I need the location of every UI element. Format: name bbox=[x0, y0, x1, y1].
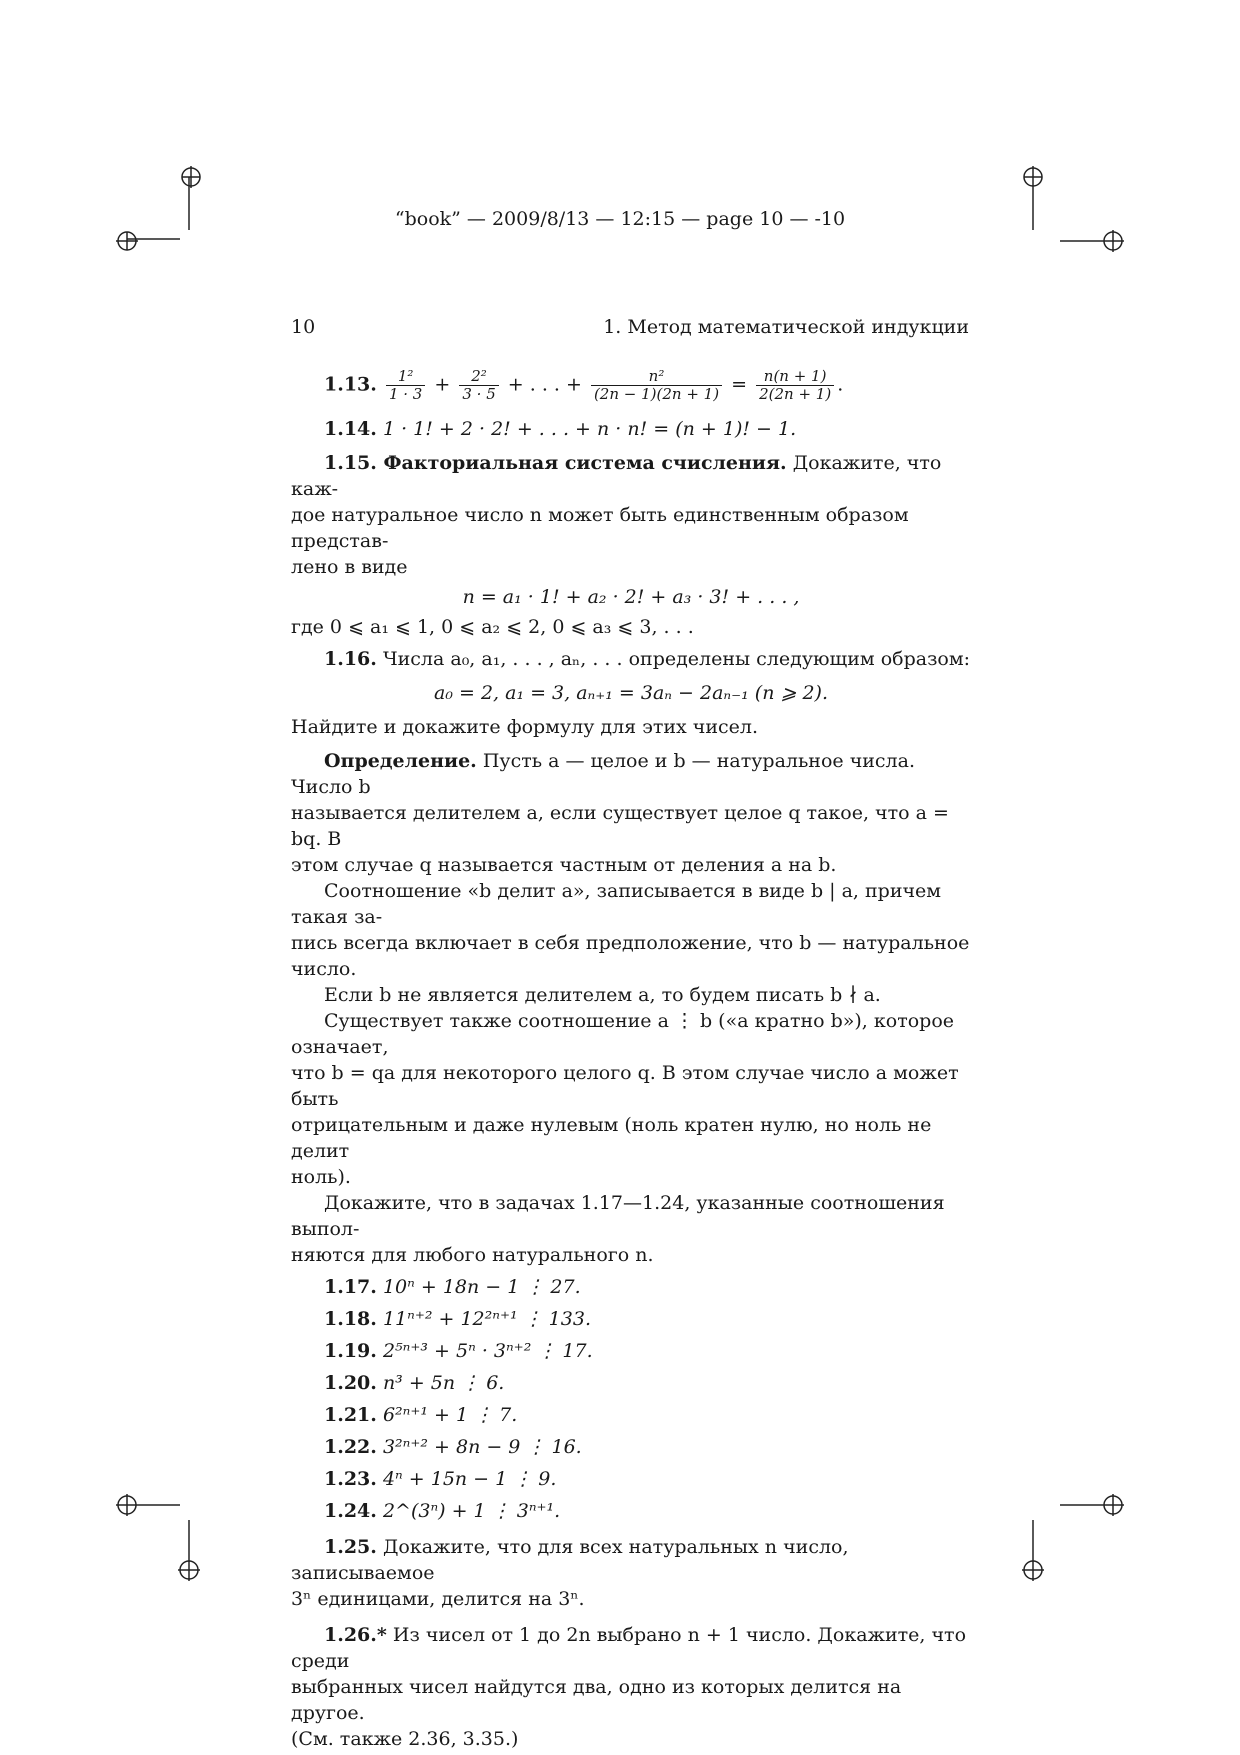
fraction: $\frac{\text{2²}}{3 \cdot 5}$ bbox=[459, 368, 498, 403]
text: 3ⁿ единицами, делится на 3ⁿ. bbox=[291, 1588, 585, 1610]
definition-label: Определение. bbox=[324, 750, 477, 772]
problem-1-16 bbox=[291, 646, 971, 740]
formula: 2^(3ⁿ) + 1 ⋮ 3ⁿ⁺¹. bbox=[382, 1500, 561, 1522]
text: Числа a₀, a₁, . . . , aₙ, . . . определены следующим образом: bbox=[382, 648, 971, 670]
text: Найдите и докажите формулу для этих чисел. bbox=[291, 716, 759, 738]
problem-label: 1.24. bbox=[324, 1500, 377, 1522]
problem-label: 1.15. Факториальная система счисления. bbox=[324, 452, 787, 474]
problem-label: 1.25. bbox=[324, 1536, 377, 1558]
crop-mark-bottom-left bbox=[110, 1495, 180, 1585]
text: отрицательным и даже нулевым (ноль кратен нулю, но ноль не делит bbox=[291, 1114, 932, 1162]
problem-1-13: 1.13. $\frac{\text{1²}}{1 \cdot 3}$ + $\frac{\text{2²}}{3 \cdot 5}$ + . . . + $\frac{\text{n²}}{(2n - 1)(2n + 1)}$ = $\frac{n(n + 1)}{2(2n + 1)}$ . bbox=[324, 367, 844, 403]
problem-label: 1.22. bbox=[324, 1436, 377, 1458]
text: этом случае q называется частным от деления a на b. bbox=[291, 854, 837, 876]
problem-list bbox=[291, 1274, 971, 1530]
problem-1-26 bbox=[291, 1622, 971, 1752]
formula: 6²ⁿ⁺¹ + 1 ⋮ 7. bbox=[382, 1404, 518, 1426]
problem-label: 1.13. bbox=[324, 373, 377, 396]
slug-line: “book” — 2009/8/13 — 12:15 — page 10 — -10 bbox=[394, 208, 846, 230]
problem-1-25 bbox=[291, 1534, 971, 1612]
text: Докажите, что для всех натуральных n число, записываемое bbox=[291, 1536, 849, 1584]
text: Докажите, что каж- bbox=[291, 452, 942, 500]
problem-label: 1.16. bbox=[324, 648, 377, 670]
text: Из чисел от 1 до 2n выбрано n + 1 число. Докажите, что среди bbox=[291, 1624, 967, 1672]
text: выбранных чисел найдутся два, одно из которых делится на другое. bbox=[291, 1676, 902, 1724]
formula: 3²ⁿ⁺² + 8n − 9 ⋮ 16. bbox=[382, 1436, 582, 1458]
list-item bbox=[324, 1466, 971, 1498]
problem-label: 1.21. bbox=[324, 1404, 377, 1426]
text: пись всегда включает в себя предположение, что b — натуральное число. bbox=[291, 932, 970, 980]
formula: 4ⁿ + 15n − 1 ⋮ 9. bbox=[382, 1468, 557, 1490]
formula: 2⁵ⁿ⁺³ + 5ⁿ · 3ⁿ⁺² ⋮ 17. bbox=[382, 1340, 593, 1362]
text: Соотношение «b делит a», записывается в виде b | a, причем такая за- bbox=[291, 880, 942, 928]
formula: 1 · 1! + 2 · 2! + . . . + n · n! = (n + 1)! − 1. bbox=[382, 418, 797, 440]
list-item bbox=[324, 1498, 971, 1530]
text: Если b не является делителем a, то будем писать b ∤ a. bbox=[324, 984, 881, 1006]
problem-label: 1.18. bbox=[324, 1308, 377, 1330]
text: лено в виде bbox=[291, 556, 408, 578]
text: что b = qa для некоторого целого q. В этом случае число a может быть bbox=[291, 1062, 959, 1110]
problem-label: 1.19. bbox=[324, 1340, 377, 1362]
fraction: $\frac{n(n + 1)}{2(2n + 1)}$ bbox=[756, 368, 834, 403]
list-item bbox=[324, 1402, 971, 1434]
list-item bbox=[324, 1434, 971, 1466]
page-number: 10 bbox=[291, 316, 316, 338]
problem-1-15 bbox=[291, 450, 971, 640]
text: (См. также 2.36, 3.35.) bbox=[291, 1728, 519, 1750]
text: Докажите, что в задачах 1.17—1.24, указанные соотношения выпол- bbox=[291, 1192, 945, 1240]
page-body bbox=[291, 368, 971, 1752]
text: Пусть a — целое и b — натуральное числа. Число b bbox=[291, 750, 915, 798]
text: Существует также соотношение a ⋮ b («a кратно b»), которое означает, bbox=[291, 1010, 954, 1058]
list-item bbox=[324, 1370, 971, 1402]
formula: a₀ = 2, a₁ = 3, aₙ₊₁ = 3aₙ − 2aₙ₋₁ (n ⩾ 2). bbox=[434, 682, 828, 704]
problem-1-14 bbox=[324, 416, 971, 442]
text: ноль). bbox=[291, 1166, 351, 1188]
problem-label: 1.26.* bbox=[324, 1624, 387, 1646]
list-item bbox=[324, 1338, 971, 1370]
text: называется делителем a, если существует целое q такое, что a = bq. В bbox=[291, 802, 949, 850]
text: няются для любого натурального n. bbox=[291, 1244, 654, 1266]
fraction: $\frac{\text{n²}}{(2n - 1)(2n + 1)}$ bbox=[591, 368, 722, 403]
formula: n³ + 5n ⋮ 6. bbox=[382, 1372, 505, 1394]
problem-label: 1.14. bbox=[324, 418, 377, 440]
formula: 11ⁿ⁺² + 12²ⁿ⁺¹ ⋮ 133. bbox=[382, 1308, 591, 1330]
chapter-title: 1. Метод математической индукции bbox=[603, 316, 969, 338]
crop-mark-bottom-right bbox=[1040, 1495, 1110, 1585]
definition bbox=[291, 748, 971, 1268]
list-item bbox=[324, 1306, 971, 1338]
problem-label: 1.23. bbox=[324, 1468, 377, 1490]
text: где 0 ⩽ a₁ ⩽ 1, 0 ⩽ a₂ ⩽ 2, 0 ⩽ a₃ ⩽ 3, . . . bbox=[291, 616, 694, 638]
fraction: $\frac{\text{1²}}{1 \cdot 3}$ bbox=[386, 368, 425, 403]
problem-label: 1.17. bbox=[324, 1276, 377, 1298]
formula: n = a₁ · 1! + a₂ · 2! + a₃ · 3! + . . . , bbox=[462, 586, 800, 608]
formula: 10ⁿ + 18n − 1 ⋮ 27. bbox=[382, 1276, 581, 1298]
text: дое натуральное число n может быть единственным образом представ- bbox=[291, 504, 909, 552]
problem-label: 1.20. bbox=[324, 1372, 377, 1394]
list-item bbox=[324, 1274, 971, 1306]
